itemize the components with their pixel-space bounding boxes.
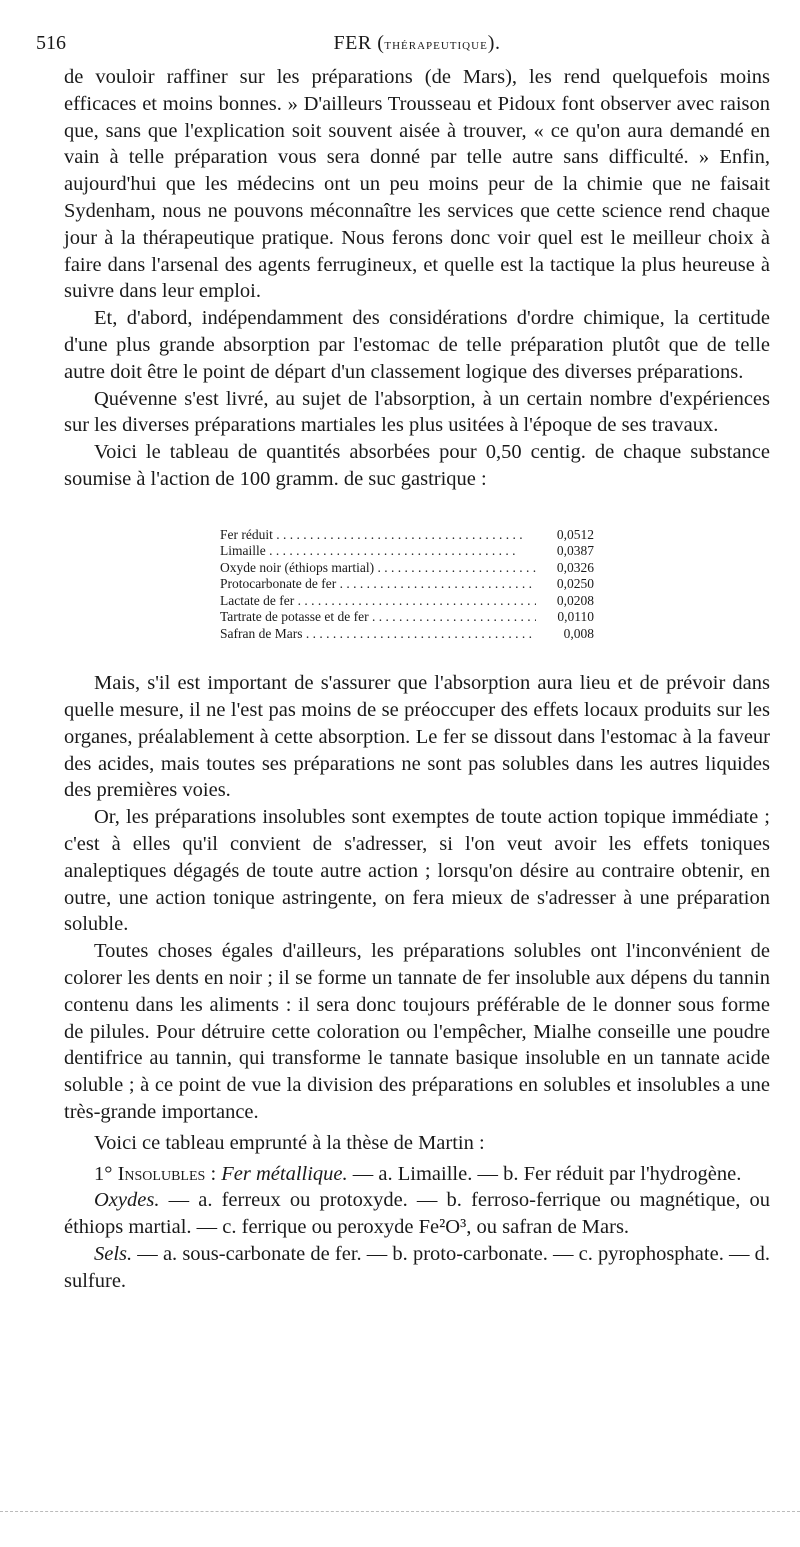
list-emphasis: Oxydes.	[94, 1189, 160, 1212]
row-value: 0,0208	[536, 593, 594, 610]
list-marker: — b.	[477, 1162, 524, 1185]
list-text: Fer réduit par l'hydrogène.	[523, 1162, 742, 1185]
row-value: 0,008	[536, 626, 594, 643]
page-header	[36, 24, 770, 64]
list-colon: :	[205, 1162, 222, 1185]
table-row	[220, 626, 594, 643]
list-emphasis: Sels.	[94, 1242, 133, 1265]
row-value: 0,0250	[536, 576, 594, 593]
list-emphasis: Fer métallique.	[221, 1162, 348, 1185]
title-sub: thérapeutique	[384, 37, 488, 53]
row-label: Oxyde noir (éthiops martial) . . .	[220, 560, 536, 577]
title-main: FER (	[333, 32, 385, 54]
list-item	[64, 1161, 770, 1188]
list-text: Limaille.	[397, 1162, 478, 1185]
page-number: 516	[36, 32, 66, 54]
list-number: 1°	[94, 1162, 113, 1185]
list-item	[64, 1187, 770, 1241]
page	[36, 24, 770, 1295]
row-label: Fer réduit . . .	[220, 527, 536, 544]
table-row	[220, 560, 594, 577]
list-item	[64, 1241, 770, 1295]
paragraph: Or, les préparations insolubles sont exemptes de toute action topique immédiate ; c'est à elles qu'il convient de s'adresser, si l'on veut avoir les effets toniques analeptiques dégagés de toute autre action ; lorsqu'on désire au contraire obtenir, en outre, une action tonique astringente, on fera mieux de s'adresser à une préparation soluble.	[64, 806, 770, 936]
table-row	[220, 609, 594, 626]
row-value: 0,0326	[536, 560, 594, 577]
row-label: Lactate de fer . . .	[220, 593, 536, 610]
row-value: 0,0110	[536, 609, 594, 626]
table-row	[220, 593, 594, 610]
footer-rule	[0, 1511, 800, 1512]
paragraph: Voici le tableau de quantités absorbées pour 0,50 centig. de chaque substance soumise à l'action de 100 gramm. de suc gastrique :	[64, 441, 770, 490]
list-marker: — a.	[347, 1162, 398, 1185]
table-row	[220, 543, 594, 560]
paragraph: de vouloir raffiner sur les préparations (de Mars), les rend quelquefois moins efficaces et moins bonnes. » D'ailleurs Trousseau et Pidoux font observer avec raison que, sans que l'explication soit souvent aisée à trouver, « ce qu'on aura demandé en vain à telle préparation vous sera donné par telle autre sans difficulté. » Enfin, aujourd'hui que les médecins ont un peu moins peur de la chimie que ne faisait Sydenham, nous ne pouvons méconnaître les services que cette science rend chaque jour à la thérapeutique pratique. Nous ferons donc voir quel est le meilleur choix à faire dans l'arsenal des agents ferrugineux, et quelle est la tactique la plus heureuse à suivre dans leur emploi.	[64, 66, 770, 303]
paragraph: Toutes choses égales d'ailleurs, les préparations solubles ont l'inconvénient de colorer les dents en noir ; il se forme un tannate de fer insoluble aux dépens du tannin contenu dans les aliments : il sera donc toujours préférable de le donner sous forme de pilules. Pour détruire cette coloration ou l'empêcher, Mialhe conseille une poudre dentifrice au tannin, qui transforme le tannate basique insoluble en un tannate acide soluble ; à ce point de vue la division des préparations en solubles et insolubles a une très-grande importance.	[64, 940, 770, 1123]
row-label: Protocarbonate de fer . . .	[220, 576, 536, 593]
paragraph: Voici ce tableau emprunté à la thèse de Martin :	[94, 1131, 485, 1154]
table-row	[220, 527, 594, 544]
list-text: — a. ferreux ou protoxyde. — b. ferroso-ferrique ou magnétique, ou éthiops martial. — c. ferrique ou peroxyde Fe²O³, ou safran de Mars.	[64, 1189, 770, 1239]
list-text: — a. sous-carbonate de fer. — b. proto-carbonate. — c. pyrophosphate. — d. sulfure.	[64, 1242, 770, 1292]
row-label: Safran de Mars . . .	[220, 626, 536, 643]
paragraph: Quévenne s'est livré, au sujet de l'absorption, à un certain nombre d'expériences sur les diverses préparations martiales les plus usitées à l'époque de ses travaux.	[64, 387, 770, 437]
body-text	[64, 64, 770, 1295]
paragraph: Mais, s'il est important de s'assurer que l'absorption aura lieu et de prévoir dans quelle mesure, il ne l'est pas moins de se préoccuper des effets locaux produits sur les organes, préalablement à cette absorption. Le fer se dissout dans l'estomac à la faveur des acides, mais toutes ses préparations ne sont pas solubles dans les autres liquides des premières voies.	[64, 672, 770, 802]
paragraph: Et, d'abord, indépendamment des considérations d'ordre chimique, la certitude d'une plus grande absorption par l'estomac de telle préparation plutôt que de telle autre doit être le point de départ d'un classement logique des diverses préparations.	[64, 307, 770, 383]
list-heading: Insolubles	[117, 1162, 206, 1185]
absorption-table	[220, 527, 594, 643]
title-end: ).	[487, 32, 501, 54]
running-title	[64, 32, 770, 55]
table-row	[220, 576, 594, 593]
row-label: Limaille . . .	[220, 543, 536, 560]
row-value: 0,0512	[536, 527, 594, 544]
row-label: Tartrate de potasse et de fer . . .	[220, 609, 536, 626]
row-value: 0,0387	[536, 543, 594, 560]
